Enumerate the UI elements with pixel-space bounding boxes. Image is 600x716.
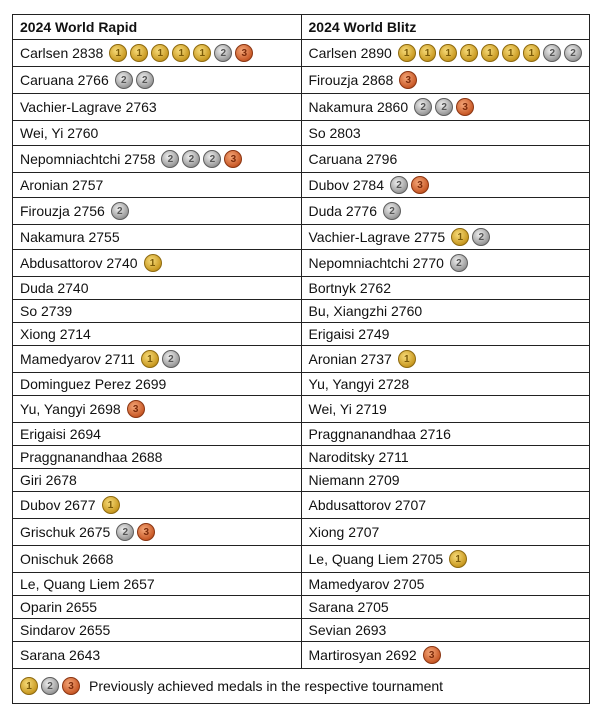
rapid-cell bbox=[13, 346, 302, 373]
silver-medal-icon: 2 bbox=[41, 677, 59, 695]
rapid-player-entry: Abdusattorov 2740 bbox=[20, 255, 138, 271]
silver-medal-icon: 2 bbox=[450, 254, 468, 272]
rapid-cell bbox=[13, 277, 302, 300]
blitz-cell bbox=[301, 469, 590, 492]
rapid-player-entry: Nepomniachtchi 2758 bbox=[20, 151, 156, 167]
blitz-player-entry: Praggnanandhaa 2716 bbox=[308, 426, 451, 442]
blitz-cell bbox=[301, 146, 590, 173]
rapid-player-entry: Sindarov 2655 bbox=[20, 622, 111, 638]
table-row bbox=[13, 423, 590, 446]
blitz-player-entry: Bu, Xiangzhi 2760 bbox=[308, 303, 423, 319]
bronze-medal-icon: 3 bbox=[224, 150, 242, 168]
blitz-player-entry: Martirosyan 2692 bbox=[308, 647, 417, 663]
table-row bbox=[13, 40, 590, 67]
silver-medal-icon: 2 bbox=[136, 71, 154, 89]
blitz-cell bbox=[301, 596, 590, 619]
rapid-player-entry: Xiong 2714 bbox=[20, 326, 91, 342]
blitz-header: 2024 World Blitz bbox=[301, 15, 590, 40]
table-row bbox=[13, 277, 590, 300]
table-row bbox=[13, 519, 590, 546]
blitz-player-entry: Nepomniachtchi 2770 bbox=[308, 255, 444, 271]
rapid-player-entry: Onischuk 2668 bbox=[20, 551, 114, 567]
blitz-cell bbox=[301, 323, 590, 346]
blitz-player-entry: Mamedyarov 2705 bbox=[308, 576, 425, 592]
rapid-player-entry: Firouzja 2756 bbox=[20, 203, 105, 219]
legend-row bbox=[13, 669, 590, 704]
gold-medal-icon: 1 bbox=[144, 254, 162, 272]
rapid-cell bbox=[13, 396, 302, 423]
legend-text: Previously achieved medals in the respective tournament bbox=[89, 678, 444, 694]
blitz-player-entry: So 2803 bbox=[308, 125, 361, 141]
rapid-cell bbox=[13, 596, 302, 619]
bronze-medal-icon: 3 bbox=[456, 98, 474, 116]
rapid-player-entry: Caruana 2766 bbox=[20, 72, 109, 88]
blitz-player-entry: Carlsen 2890 bbox=[308, 45, 392, 61]
silver-medal-icon: 2 bbox=[414, 98, 432, 116]
blitz-player-entry: Nakamura 2860 bbox=[308, 99, 409, 115]
header-row bbox=[13, 15, 590, 40]
gold-medal-icon: 1 bbox=[439, 44, 457, 62]
silver-medal-icon: 2 bbox=[161, 150, 179, 168]
gold-medal-icon: 1 bbox=[502, 44, 520, 62]
rapid-player-entry: Wei, Yi 2760 bbox=[20, 125, 99, 141]
legend-medals bbox=[20, 677, 80, 695]
bronze-medal-icon: 3 bbox=[399, 71, 417, 89]
rapid-player-entry: Erigaisi 2694 bbox=[20, 426, 101, 442]
rapid-player-entry: Yu, Yangyi 2698 bbox=[20, 401, 121, 417]
rankings-table bbox=[12, 14, 590, 704]
rapid-player-entry: Grischuk 2675 bbox=[20, 524, 111, 540]
blitz-player-entry: Naroditsky 2711 bbox=[308, 449, 409, 465]
rapid-player-entry: Oparin 2655 bbox=[20, 599, 98, 615]
gold-medal-icon: 1 bbox=[523, 44, 541, 62]
table-row bbox=[13, 94, 590, 121]
rapid-cell bbox=[13, 469, 302, 492]
rapid-cell bbox=[13, 546, 302, 573]
table-row bbox=[13, 642, 590, 669]
rapid-player-entry: Vachier-Lagrave 2763 bbox=[20, 99, 157, 115]
table-row bbox=[13, 173, 590, 198]
blitz-cell bbox=[301, 423, 590, 446]
table-row bbox=[13, 546, 590, 573]
blitz-player-entry: Wei, Yi 2719 bbox=[308, 401, 387, 417]
rapid-header: 2024 World Rapid bbox=[13, 15, 302, 40]
blitz-cell bbox=[301, 300, 590, 323]
gold-medal-icon: 1 bbox=[141, 350, 159, 368]
rapid-cell bbox=[13, 94, 302, 121]
silver-medal-icon: 2 bbox=[390, 176, 408, 194]
rapid-cell bbox=[13, 146, 302, 173]
rapid-player-entry: Dominguez Perez 2699 bbox=[20, 376, 167, 392]
blitz-player-entry: Erigaisi 2749 bbox=[308, 326, 390, 342]
table-row bbox=[13, 396, 590, 423]
gold-medal-icon: 1 bbox=[398, 44, 416, 62]
gold-medal-icon: 1 bbox=[419, 44, 437, 62]
table-body bbox=[13, 40, 590, 669]
silver-medal-icon: 2 bbox=[162, 350, 180, 368]
bronze-medal-icon: 3 bbox=[137, 523, 155, 541]
blitz-cell bbox=[301, 619, 590, 642]
rapid-player-entry: Dubov 2677 bbox=[20, 497, 96, 513]
rapid-cell bbox=[13, 40, 302, 67]
blitz-cell bbox=[301, 67, 590, 94]
blitz-cell bbox=[301, 373, 590, 396]
table-row bbox=[13, 146, 590, 173]
blitz-cell bbox=[301, 642, 590, 669]
gold-medal-icon: 1 bbox=[481, 44, 499, 62]
blitz-cell bbox=[301, 546, 590, 573]
table-row bbox=[13, 619, 590, 642]
rapid-cell bbox=[13, 121, 302, 146]
table-row bbox=[13, 346, 590, 373]
table-row bbox=[13, 323, 590, 346]
table-row bbox=[13, 596, 590, 619]
gold-medal-icon: 1 bbox=[20, 677, 38, 695]
table-row bbox=[13, 492, 590, 519]
table-row bbox=[13, 67, 590, 94]
blitz-cell bbox=[301, 519, 590, 546]
rapid-player-entry: Le, Quang Liem 2657 bbox=[20, 576, 155, 592]
rapid-cell bbox=[13, 642, 302, 669]
blitz-player-entry: Le, Quang Liem 2705 bbox=[308, 551, 444, 567]
table-row bbox=[13, 373, 590, 396]
bronze-medal-icon: 3 bbox=[62, 677, 80, 695]
rapid-cell bbox=[13, 225, 302, 250]
silver-medal-icon: 2 bbox=[214, 44, 232, 62]
blitz-cell bbox=[301, 198, 590, 225]
blitz-cell bbox=[301, 277, 590, 300]
blitz-player-entry: Abdusattorov 2707 bbox=[308, 497, 427, 513]
rapid-cell bbox=[13, 300, 302, 323]
rapid-player-entry: Giri 2678 bbox=[20, 472, 77, 488]
rapid-player-entry: Carlsen 2838 bbox=[20, 45, 104, 61]
rapid-cell bbox=[13, 323, 302, 346]
table-row bbox=[13, 121, 590, 146]
rapid-cell bbox=[13, 446, 302, 469]
blitz-player-entry: Aronian 2737 bbox=[308, 351, 392, 367]
rapid-player-entry: So 2739 bbox=[20, 303, 73, 319]
rapid-cell bbox=[13, 250, 302, 277]
blitz-cell bbox=[301, 94, 590, 121]
rapid-player-entry: Praggnanandhaa 2688 bbox=[20, 449, 163, 465]
blitz-player-entry: Sevian 2693 bbox=[308, 622, 387, 638]
rapid-player-entry: Aronian 2757 bbox=[20, 177, 104, 193]
rapid-cell bbox=[13, 67, 302, 94]
table-row bbox=[13, 573, 590, 596]
silver-medal-icon: 2 bbox=[383, 202, 401, 220]
blitz-cell bbox=[301, 573, 590, 596]
blitz-cell bbox=[301, 121, 590, 146]
blitz-player-entry: Niemann 2709 bbox=[308, 472, 400, 488]
rapid-cell bbox=[13, 492, 302, 519]
silver-medal-icon: 2 bbox=[116, 523, 134, 541]
silver-medal-icon: 2 bbox=[115, 71, 133, 89]
blitz-cell bbox=[301, 225, 590, 250]
blitz-cell bbox=[301, 396, 590, 423]
rapid-cell bbox=[13, 519, 302, 546]
blitz-player-entry: Dubov 2784 bbox=[308, 177, 385, 193]
bronze-medal-icon: 3 bbox=[127, 400, 145, 418]
blitz-player-entry: Vachier-Lagrave 2775 bbox=[308, 229, 446, 245]
gold-medal-icon: 1 bbox=[460, 44, 478, 62]
blitz-player-entry: Sarana 2705 bbox=[308, 599, 389, 615]
rapid-player-entry: Duda 2740 bbox=[20, 280, 89, 296]
legend-cell bbox=[13, 669, 590, 704]
silver-medal-icon: 2 bbox=[203, 150, 221, 168]
silver-medal-icon: 2 bbox=[111, 202, 129, 220]
gold-medal-icon: 1 bbox=[451, 228, 469, 246]
silver-medal-icon: 2 bbox=[543, 44, 561, 62]
blitz-player-entry: Caruana 2796 bbox=[308, 151, 398, 167]
rapid-cell bbox=[13, 173, 302, 198]
silver-medal-icon: 2 bbox=[435, 98, 453, 116]
blitz-player-entry: Firouzja 2868 bbox=[308, 72, 394, 88]
gold-medal-icon: 1 bbox=[398, 350, 416, 368]
gold-medal-icon: 1 bbox=[193, 44, 211, 62]
bronze-medal-icon: 3 bbox=[423, 646, 441, 664]
gold-medal-icon: 1 bbox=[172, 44, 190, 62]
blitz-player-entry: Bortnyk 2762 bbox=[308, 280, 391, 296]
rapid-cell bbox=[13, 619, 302, 642]
blitz-cell bbox=[301, 40, 590, 67]
table-row bbox=[13, 250, 590, 277]
rapid-cell bbox=[13, 198, 302, 225]
bronze-medal-icon: 3 bbox=[411, 176, 429, 194]
rapid-player-entry: Sarana 2643 bbox=[20, 647, 101, 663]
rapid-cell bbox=[13, 573, 302, 596]
gold-medal-icon: 1 bbox=[130, 44, 148, 62]
rapid-player-entry: Nakamura 2755 bbox=[20, 229, 120, 245]
gold-medal-icon: 1 bbox=[102, 496, 120, 514]
silver-medal-icon: 2 bbox=[564, 44, 582, 62]
gold-medal-icon: 1 bbox=[151, 44, 169, 62]
table-row bbox=[13, 198, 590, 225]
gold-medal-icon: 1 bbox=[109, 44, 127, 62]
medal-table-container bbox=[12, 14, 590, 704]
table-row bbox=[13, 469, 590, 492]
legend bbox=[20, 677, 582, 695]
blitz-cell bbox=[301, 173, 590, 198]
blitz-cell bbox=[301, 250, 590, 277]
gold-medal-icon: 1 bbox=[449, 550, 467, 568]
rapid-cell bbox=[13, 373, 302, 396]
table-row bbox=[13, 446, 590, 469]
table-row bbox=[13, 300, 590, 323]
rapid-cell bbox=[13, 423, 302, 446]
blitz-cell bbox=[301, 346, 590, 373]
blitz-player-entry: Xiong 2707 bbox=[308, 524, 380, 540]
rapid-player-entry: Mamedyarov 2711 bbox=[20, 351, 135, 367]
table-row bbox=[13, 225, 590, 250]
bronze-medal-icon: 3 bbox=[235, 44, 253, 62]
blitz-player-entry: Yu, Yangyi 2728 bbox=[308, 376, 410, 392]
blitz-player-entry: Duda 2776 bbox=[308, 203, 378, 219]
blitz-cell bbox=[301, 492, 590, 519]
silver-medal-icon: 2 bbox=[182, 150, 200, 168]
silver-medal-icon: 2 bbox=[472, 228, 490, 246]
blitz-cell bbox=[301, 446, 590, 469]
